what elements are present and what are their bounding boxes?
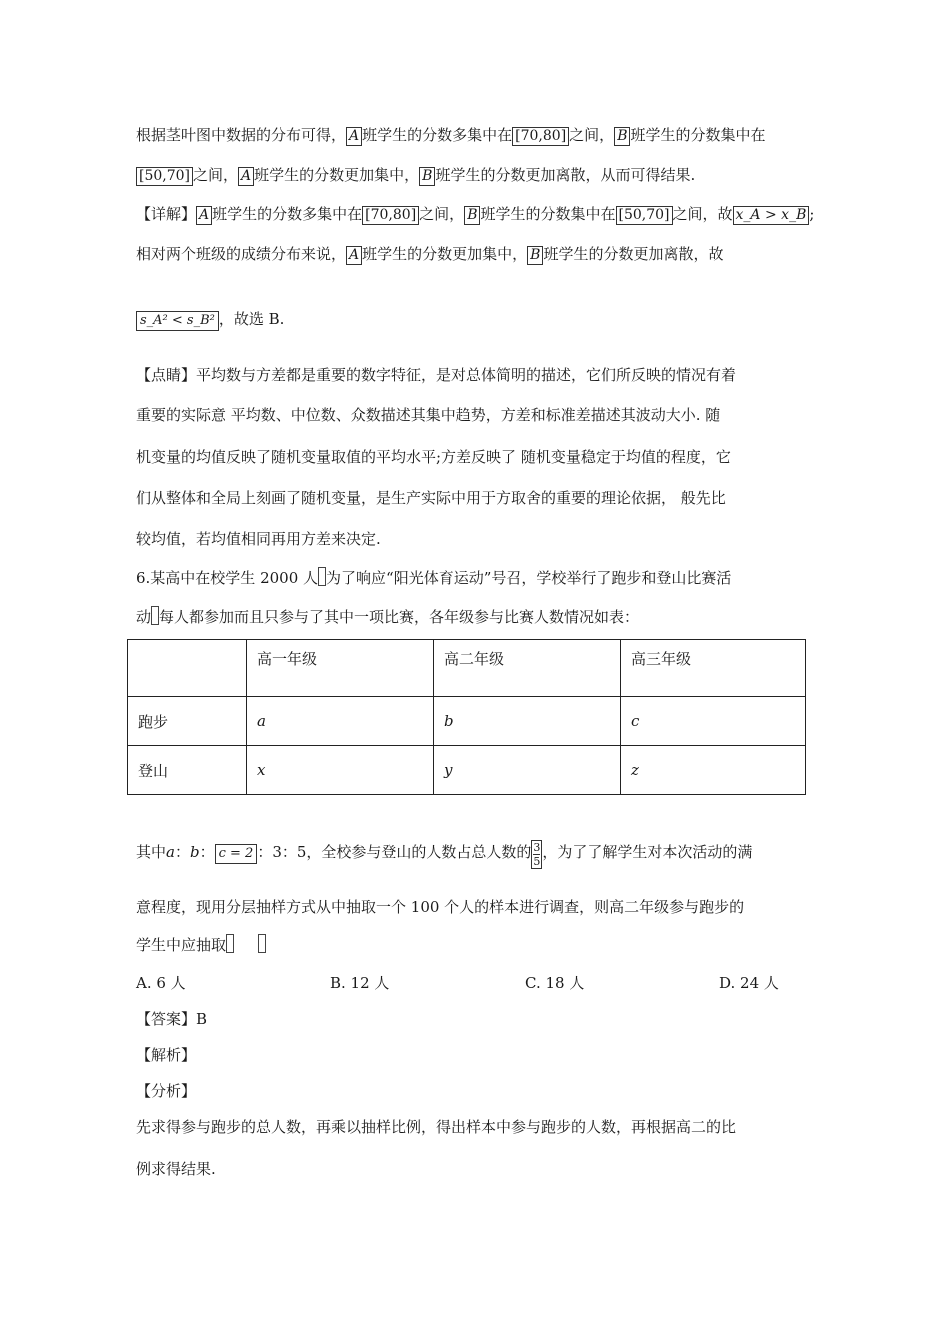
option-d: D. 24 人 (719, 974, 779, 992)
detail-line-3: s_A² < s_B² ，故选 B. (136, 308, 284, 331)
detail-line-2: 相对两个班级的成绩分布来说， A 班学生的分数更加集中， B 班学生的分数更加离散，故 (136, 245, 724, 263)
row-label: 跑步 (128, 697, 247, 746)
analysis-heading: 【解析】 (136, 1046, 197, 1064)
interval-70-80: [70,80] (512, 127, 569, 146)
comment-line-3: 机变量的均值反映了随机变量取值的平均水平;方差反映了 随机变量稳定于均值的程度，它 (136, 448, 731, 466)
placeholder-mark (318, 567, 326, 586)
participation-table (127, 639, 806, 795)
tail-line-2: 例求得结果. (136, 1160, 216, 1178)
table-row (128, 746, 806, 795)
var-a-box: A (346, 127, 362, 146)
table-cell: 高一年级 (247, 640, 434, 697)
table-cell: 高三年级 (621, 640, 806, 697)
inequality-means: x_A > x_B (733, 206, 810, 225)
placeholder-mark (151, 606, 159, 625)
table-cell: c (621, 697, 806, 746)
blank-left (226, 934, 234, 953)
question-6-line-1: 6.某高中在校学生 2000 人 为了响应“阳光体育运动”号召，学校举行了跑步和登山比赛活 (136, 569, 732, 587)
question-6-line-4: 意程度，现用分层抽样方式从中抽取一个 100 个人的样本进行调查，则高二年级参与跑步的 (136, 898, 745, 916)
table-cell: x (247, 746, 434, 795)
c-equals-box: c = 2 (215, 844, 258, 864)
tail-line-1: 先求得参与跑步的总人数，再乘以抽样比例，得出样本中参与跑步的人数，再根据高二的比 (136, 1118, 737, 1136)
table-row (128, 697, 806, 746)
question-6-ratio-line: 其中a：b： c = 2 ：3：5，全校参与登山的人数占总人数的 $\frac{3}{5}$ ，为了了解学生对本次活动的满 (136, 841, 753, 868)
blank-right (258, 934, 266, 953)
table-cell: a (247, 697, 434, 746)
comment-line-5: 较均值，若均值相同再用方差来决定. (136, 530, 381, 548)
table-cell (128, 640, 247, 697)
comment-line-4: 们从整体和全局上刻画了随机变量，是生产实际中用于方取舍的重要的理论依据， 般先比 (136, 489, 726, 507)
comment-line-1: 【点睛】平均数与方差都是重要的数字特征，是对总体简明的描述，它们所反映的情况有着 (136, 366, 737, 384)
option-a: A. 6 人 (136, 974, 186, 992)
interval-50-70: [50,70] (136, 167, 193, 186)
option-b: B. 12 人 (330, 974, 390, 992)
var-b-box: B (614, 127, 630, 146)
comment-line-2: 重要的实际意 平均数、中位数、众数描述其集中趋势，方差和标准差描述其波动大小. 随 (136, 406, 721, 424)
table-cell: z (621, 746, 806, 795)
question-6-line-5: 学生中应抽取 (136, 934, 266, 956)
analysis-line-2: [50,70] 之间， A 班学生的分数更加集中， B 班学生的分数更加离散，从而可得结果. (136, 164, 695, 186)
fraction-three-fifths: $\frac{3}{5}$ (533, 841, 541, 868)
answer-line: 【答案】B (136, 1010, 208, 1028)
table-cell: 高二年级 (434, 640, 621, 697)
analysis-line-1: 根据茎叶图中数据的分布可得， A 班学生的分数多集中在 [70,80] 之间， B 班学生的分数集中在 (136, 126, 766, 144)
detail-line-1: 【详解】 A 班学生的分数多集中在 [70,80] 之间， B 班学生的分数集中在 [50,70] 之间，故 x_A > x_B ; (136, 205, 815, 223)
row-label: 登山 (128, 746, 247, 795)
table-cell: b (434, 697, 621, 746)
inequality-variance: s_A² < s_B² (136, 311, 219, 331)
option-c: C. 18 人 (525, 974, 585, 992)
fenxi-heading: 【分析】 (136, 1082, 197, 1100)
table-header-row (128, 640, 806, 697)
question-6-line-2: 动 每人都参加而且只参与了其中一项比赛，各年级参与比赛人数情况如表： (136, 608, 640, 626)
table-cell: y (434, 746, 621, 795)
